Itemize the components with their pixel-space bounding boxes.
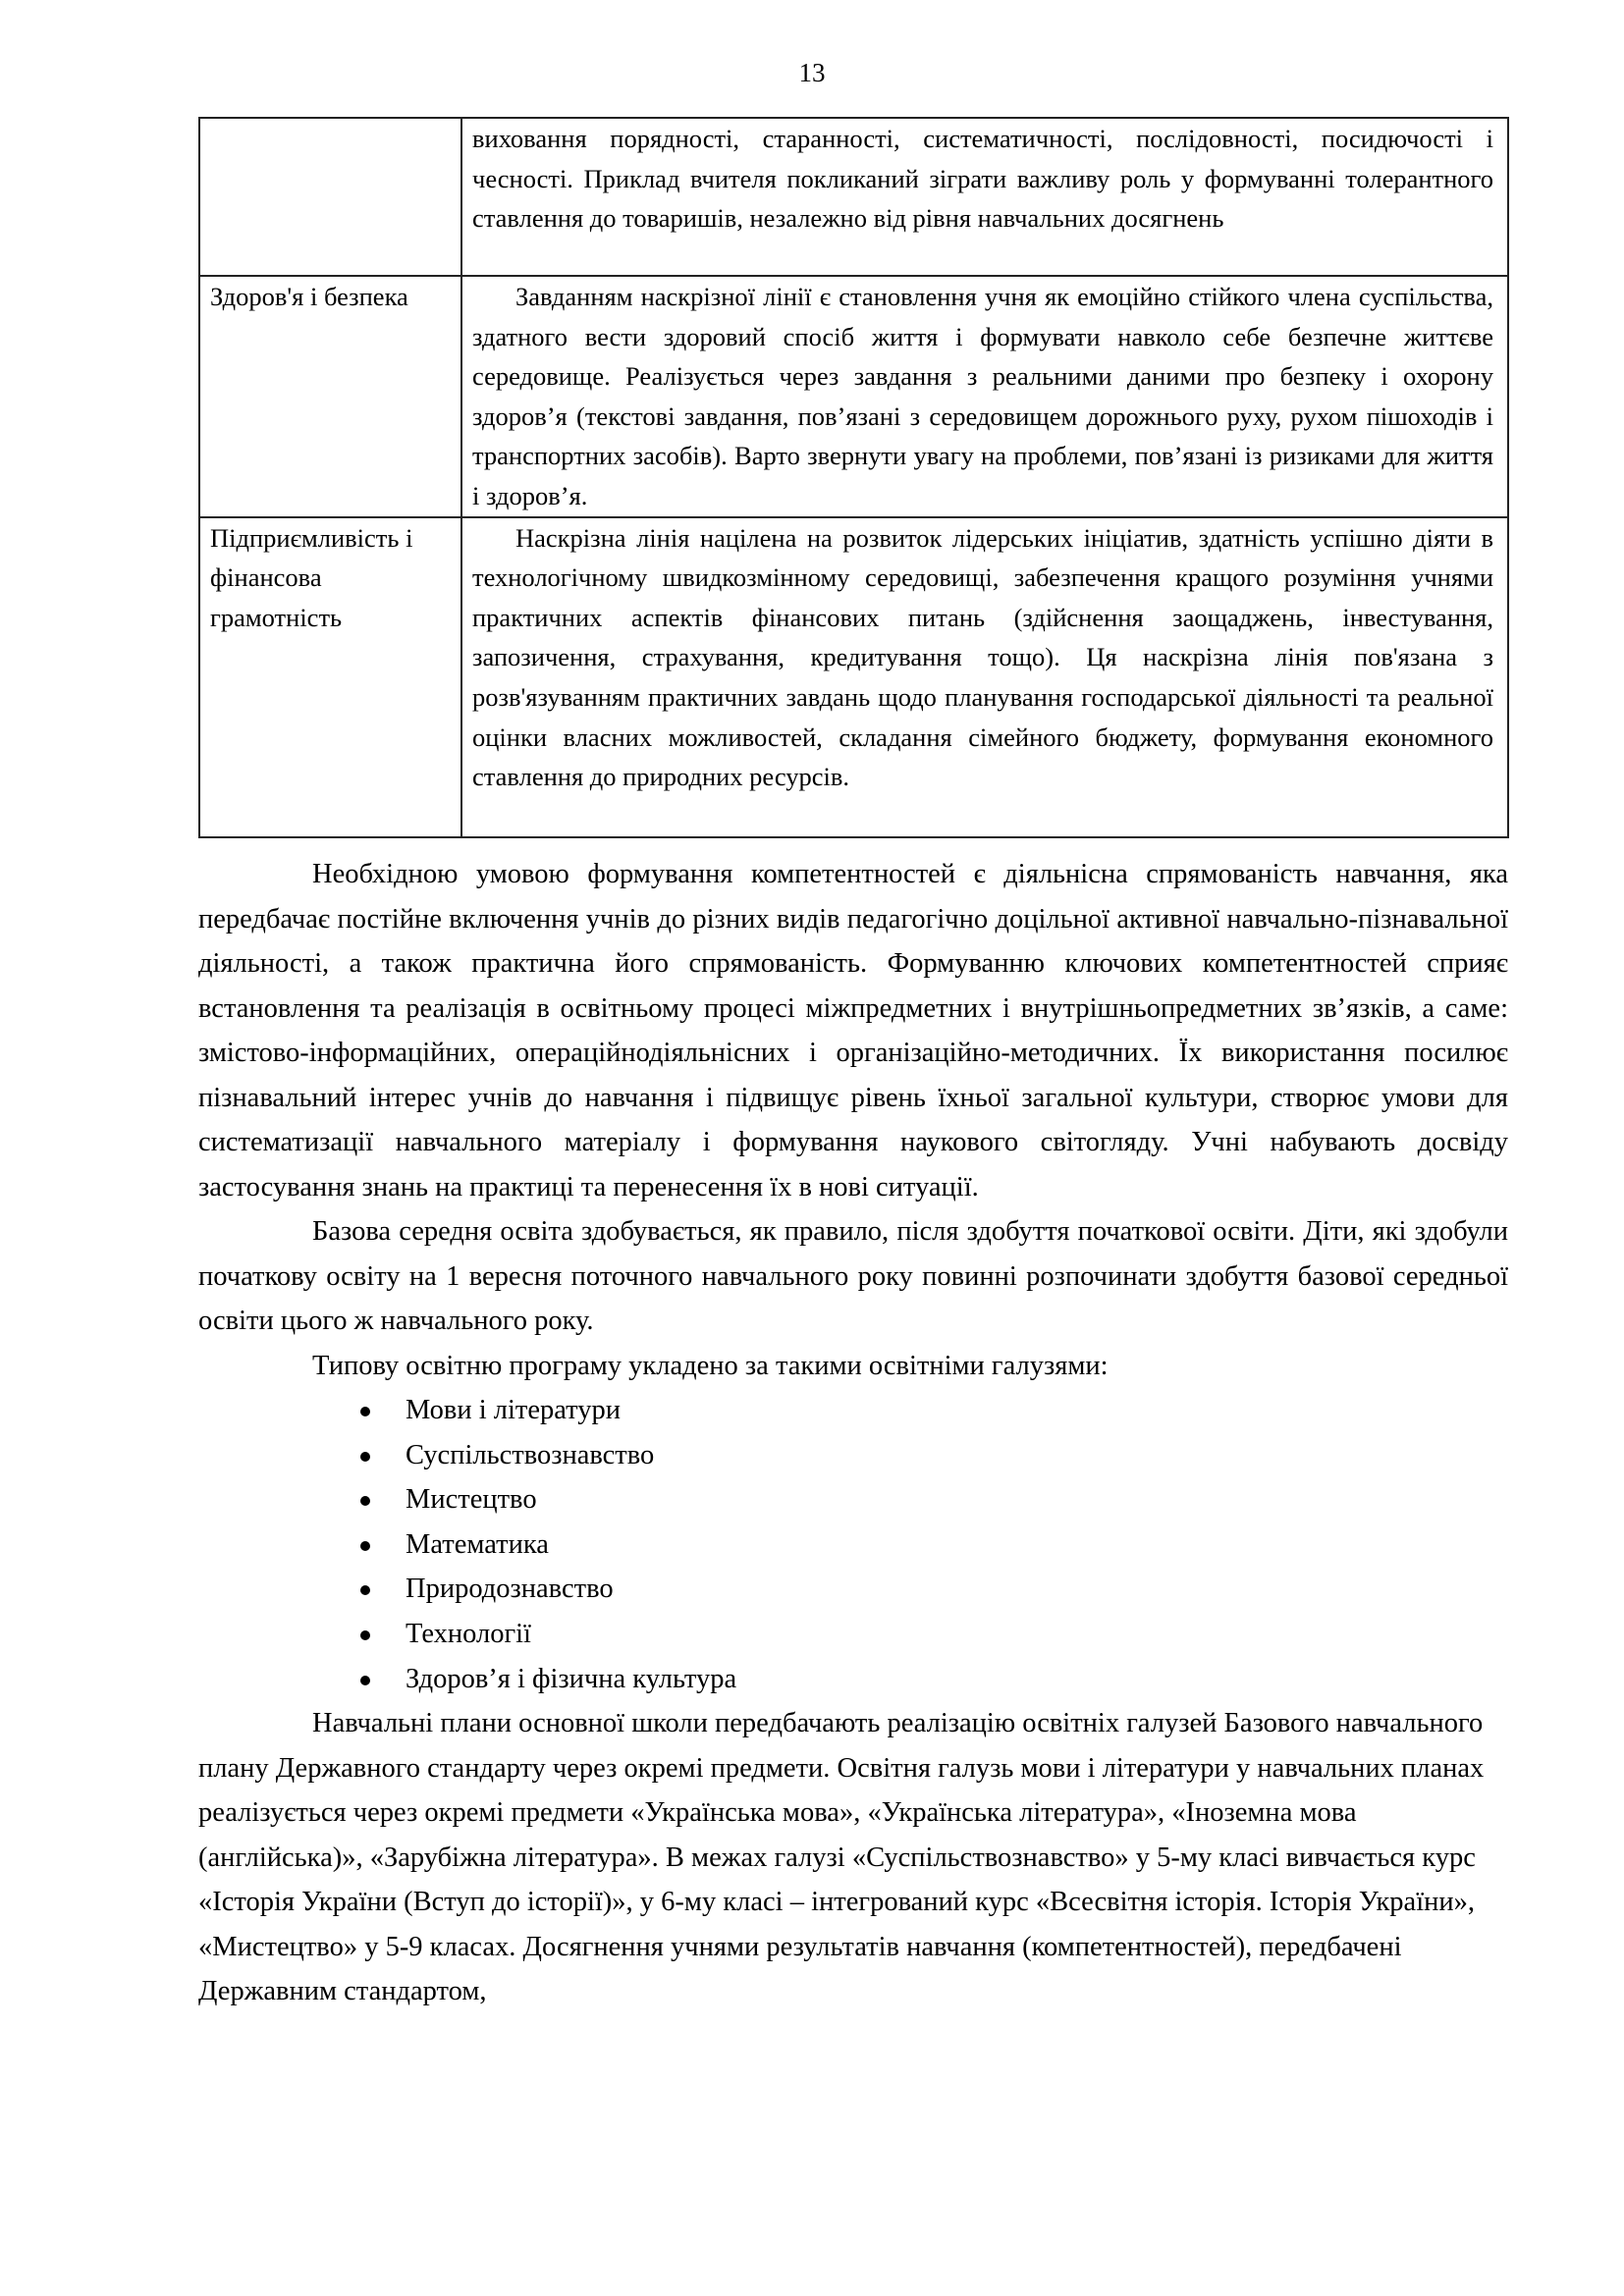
table-row	[199, 118, 1508, 276]
bullet-icon	[360, 1676, 370, 1685]
list-item	[198, 1522, 1508, 1568]
paragraph-basic-secondary-education: Базова середня освіта здобувається, як правило, після здобуття початкової освіти. Діти, які здобули початкову освіту на 1 вересня поточного навчального року повинні розпочинати здобуття базової середньої освіти цього ж навчального року.	[198, 1216, 1508, 1336]
table-cell-line-description	[461, 276, 1508, 517]
bullet-icon	[360, 1496, 370, 1506]
table-cell-line-name: Підприємливість і фінансова грамотність	[199, 517, 461, 837]
list-item-label: Математика	[406, 1528, 549, 1560]
list-item-label: Природознавство	[406, 1574, 614, 1605]
list-item	[198, 1657, 1508, 1702]
list-item-label: Суспільствознавство	[406, 1439, 655, 1470]
list-item-label: Мови і літератури	[406, 1395, 621, 1425]
list-item-label: Мистецтво	[406, 1484, 537, 1516]
page-number: 13	[798, 58, 826, 87]
cross-cutting-lines-table	[198, 117, 1509, 838]
list-item	[198, 1567, 1508, 1612]
list-item	[198, 1433, 1508, 1478]
bullet-icon	[360, 1585, 370, 1595]
paragraph-competence-conditions: Необхідною умовою формування компетентностей є діяльнісна спрямованість навчання, яка передбачає постійне включення учнів до різних видів педагогічно доцільної активної навчально-пізнавальної діяльності, а також практична його спрямованість. Формуванню ключових компетентностей сприяє встановлення та реалізація в освітньому процесі міжпредметних і внутрішньопредметних зв’язків, а саме: змістово-інформаційних, операційнодіяльнісних і організаційно-методичних. Їх використання посилює пізнавальний інтерес учнів до навчання і підвищує рівень їхньої загальної культури, створює умови для систематизації навчального матеріалу і формування наукового світогляду. Учні набувають досвіду застосування знань на практиці та перенесення їх в нові ситуації.	[198, 859, 1508, 1202]
list-item	[198, 1477, 1508, 1522]
bullet-icon	[360, 1452, 370, 1462]
description-text: Завданням наскрізної лінії є становлення учня як емоційно стійкого члена суспільства, здатного вести здоровий спосіб життя і формувати навколо себе безпечне життєве середовище. Реалізується через завдання з реальними даними про безпеку і охорону здоров’я (текстові завдання, пов’язані з середовищем дорожнього руху, рухом пішоходів і транспортних засобів). Варто звернути увагу на проблеми, пов’язані із ризиками для життя і здоров’я.	[472, 282, 1493, 510]
table-row	[199, 276, 1508, 517]
description-text: Наскрізна лінія націлена на розвиток лідерських ініціатив, здатність успішно діяти в технологічному швидкозмінному середовищі, забезпечення кращого розуміння учнями практичних аспектів фінансових питань (здійснення заощаджень, інвестування, запозичення, страхування, кредитування тощо). Ця наскрізна лінія пов'язана з розв'язуванням практичних завдань щодо планування господарської діяльності та реальної оцінки власних можливостей, складання сімейного бюджету, формування економного ставлення до природних ресурсів.	[472, 522, 1493, 792]
paragraph-curricula: Навчальні плани основної школи передбачають реалізацію освітніх галузей Базового навчального плану Державного стандарту через окремі предмети. Освітня галузь мови і літератури у навчальних планах реалізується через окремі предмети «Українська мова», «Українська література», «Іноземна мова (англійська)», «Зарубіжна література». В межах галузі «Суспільствознавство» у 5-му класі вивчається курс «Історія України (Вступ до історії)», у 6-му класі – інтегрований курс «Всесвітня історія. Історія України», «Мистецтво» у 5-9 класах. Досягнення учнями результатів навчання (компетентностей), передбачені Державним стандартом,	[198, 1708, 1485, 2007]
description-text: виховання порядності, старанності, систематичності, послідовності, посидючості і чесності. Приклад вчителя покликаний зіграти важливу роль у формуванні толерантного ставлення до товаришів, незалежно від рівня навчальних досягнень	[472, 124, 1493, 234]
education-areas-list	[198, 1388, 1508, 1701]
table-cell-line-name: Здоров'я і безпека	[199, 276, 461, 517]
bullet-icon	[360, 1541, 370, 1551]
list-item	[198, 1388, 1508, 1433]
body-text	[198, 852, 1508, 2014]
list-item	[198, 1612, 1508, 1657]
table-row	[199, 517, 1508, 837]
table-cell-line-description	[461, 517, 1508, 837]
list-intro: Типову освітню програму укладено за такими освітніми галузями:	[312, 1350, 1109, 1381]
bullet-icon	[360, 1407, 370, 1416]
table-cell-line-name	[199, 118, 461, 276]
bullet-icon	[360, 1630, 370, 1640]
table-cell-line-description	[461, 118, 1508, 276]
list-item-label: Здоров’я і фізична культура	[406, 1663, 737, 1694]
list-item-label: Технології	[406, 1618, 531, 1649]
